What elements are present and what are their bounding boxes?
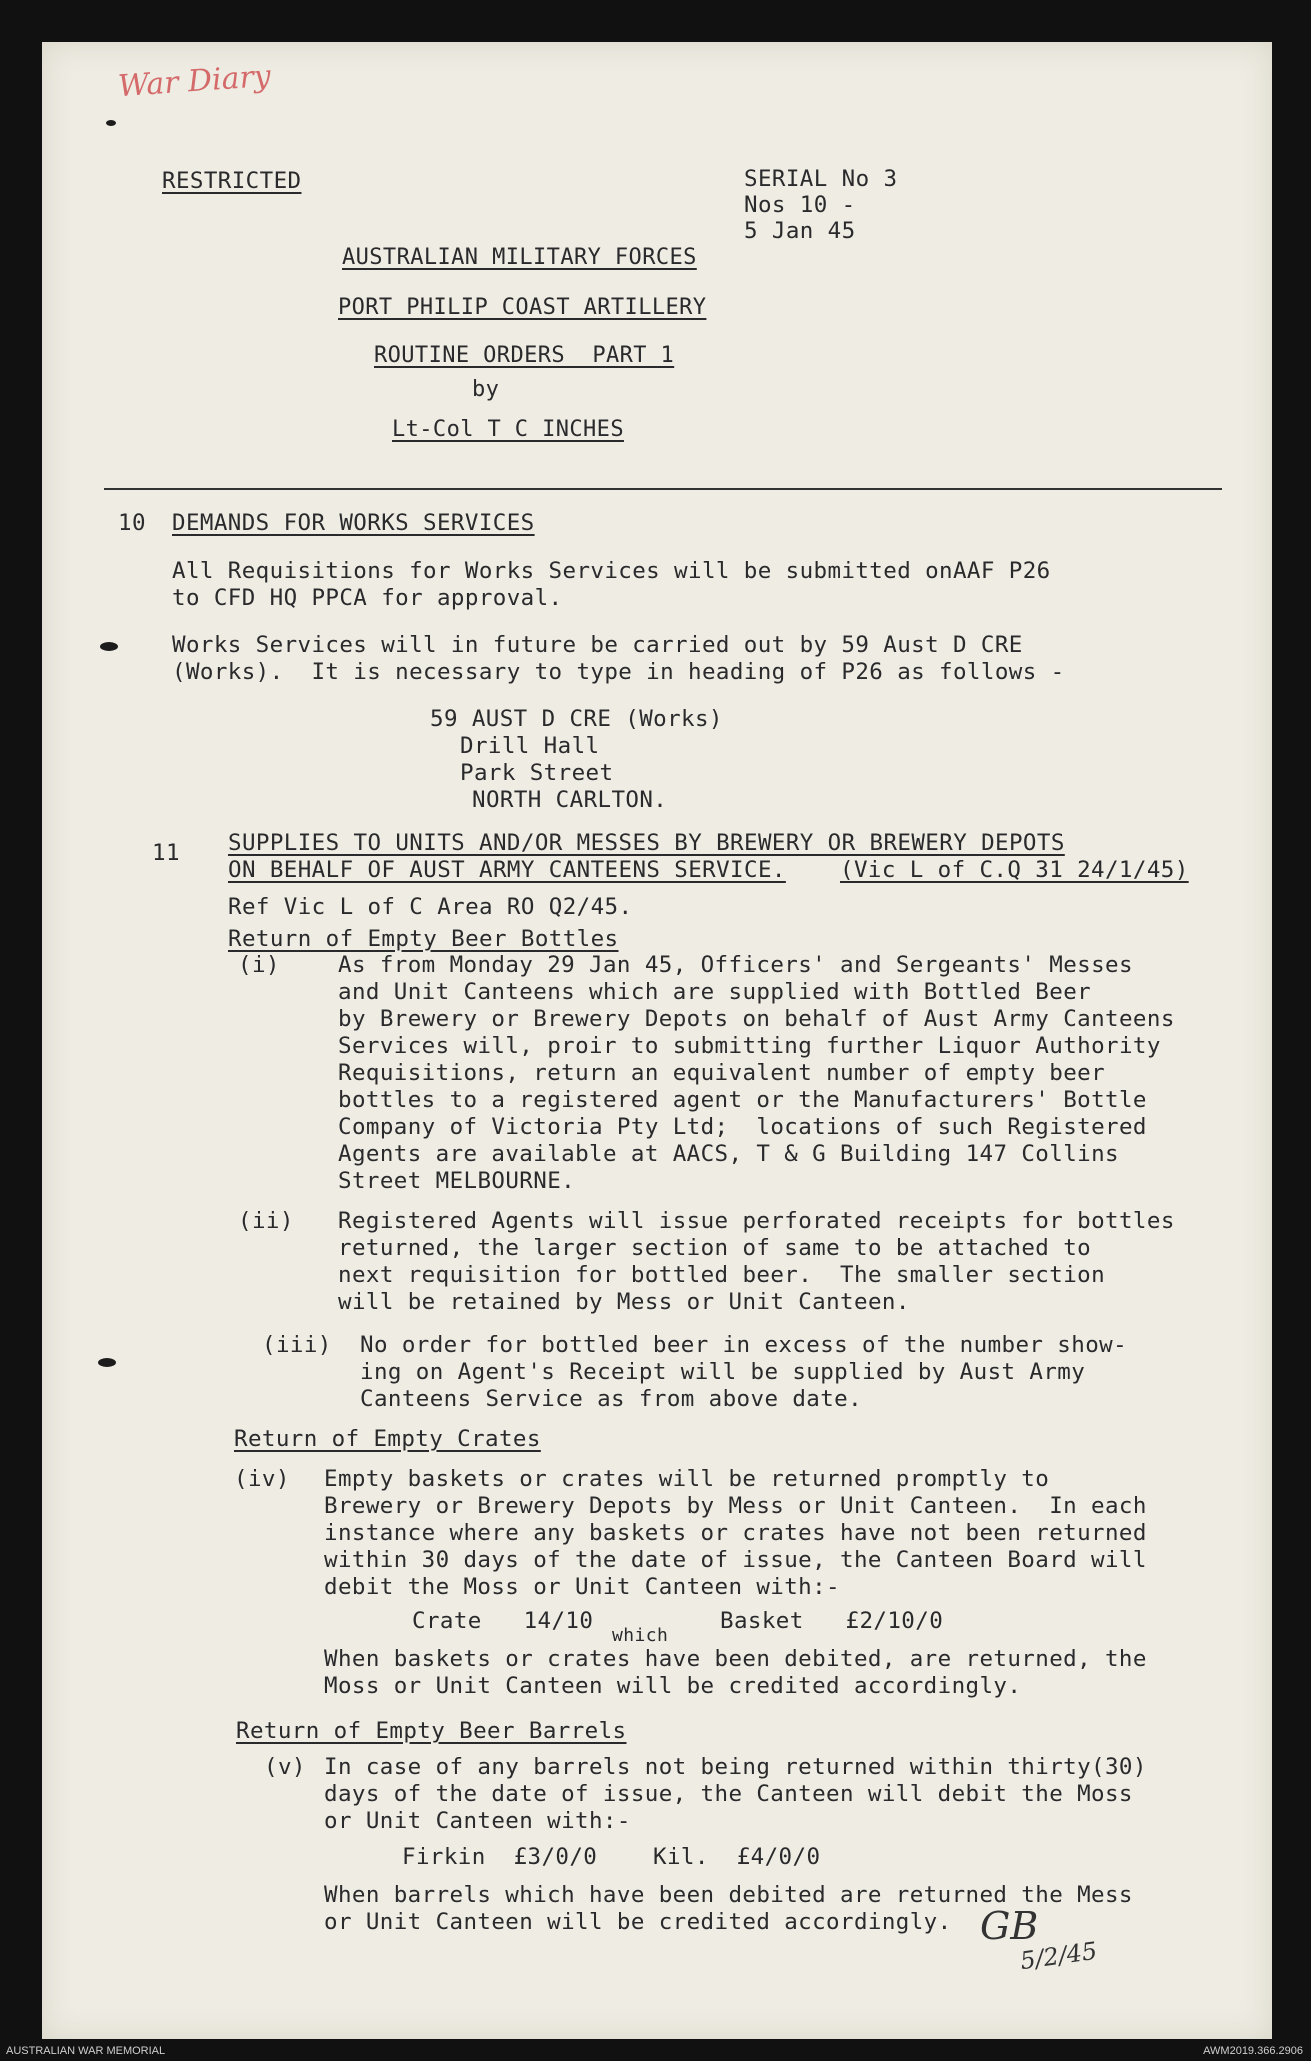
footer-accession-number: AWM2019.366.2906 bbox=[1203, 2045, 1303, 2057]
para-i-line-9: Street MELBOURNE. bbox=[338, 1168, 576, 1194]
signature-date: 5/2/45 bbox=[1018, 1936, 1099, 1976]
para-iv-line-5: debit the Moss or Unit Canteen with:- bbox=[324, 1574, 841, 1600]
item-10-para-1-line-2: to CFD HQ PPCA for approval. bbox=[172, 585, 563, 611]
para-ii-label: (ii) bbox=[238, 1208, 294, 1234]
para-i-line-8: Agents are available at AACS, T & G Building 147 Collins bbox=[338, 1141, 1119, 1167]
para-iii-line-2: ing on Agent's Receipt will be supplied by Aust Army bbox=[360, 1359, 1086, 1385]
para-v-after-line-2: or Unit Canteen will be credited accordingly. bbox=[324, 1909, 952, 1935]
para-iii-line-1: No order for bottled beer in excess of the number show- bbox=[360, 1332, 1128, 1358]
crate-charge: Crate 14/10 bbox=[412, 1608, 594, 1634]
punch-hole bbox=[100, 642, 118, 651]
para-v-line-3: or Unit Canteen with:- bbox=[324, 1808, 631, 1834]
para-i-line-2: and Unit Canteens which are supplied with Bottled Beer bbox=[338, 979, 1092, 1005]
document-page bbox=[42, 42, 1272, 2039]
para-ii-line-4: will be retained by Mess or Unit Canteen. bbox=[338, 1289, 910, 1315]
para-i-label: (i) bbox=[238, 952, 280, 978]
barrel-charges: Firkin £3/0/0 Kil. £4/0/0 bbox=[402, 1844, 821, 1870]
para-i-line-4: Services will, proir to submitting further Liquor Authority bbox=[338, 1033, 1161, 1059]
para-v-line-2: days of the date of issue, the Canteen will debit the Moss bbox=[324, 1781, 1133, 1807]
item-10-number: 10 bbox=[118, 510, 146, 536]
subheading-beer-bottles: Return of Empty Beer Bottles bbox=[228, 926, 619, 952]
para-ii-line-3: next requisition for bottled beer. The smaller section bbox=[338, 1262, 1106, 1288]
para-i-line-6: bottles to a registered agent or the Manufacturers' Bottle bbox=[338, 1087, 1147, 1113]
para-iv-line-3: instance where any baskets or crates have not been returned bbox=[324, 1520, 1147, 1546]
para-iv-label: (iv) bbox=[234, 1466, 290, 1492]
item-10-para-1-line-1: All Requisitions for Works Services will be submitted onAAF P26 bbox=[172, 558, 1051, 584]
serial-date: 5 Jan 45 bbox=[744, 218, 856, 244]
serial-number: SERIAL No 3 bbox=[744, 166, 898, 192]
para-i-line-5: Requisitions, return an equivalent number of empty beer bbox=[338, 1060, 1106, 1086]
para-iv-line-2: Brewery or Brewery Depots by Mess or Unit Canteen. In each bbox=[324, 1493, 1147, 1519]
para-iv-line-1: Empty baskets or crates will be returned promptly to bbox=[324, 1466, 1050, 1492]
footer-institution: AUSTRALIAN WAR MEMORIAL bbox=[6, 2045, 166, 2057]
para-v-after-line-1: When barrels which have been debited are returned the Mess bbox=[324, 1882, 1133, 1908]
item-11-ref: Ref Vic L of C Area RO Q2/45. bbox=[228, 894, 633, 920]
para-i-line-3: by Brewery or Brewery Depots on behalf of Aust Army Canteens bbox=[338, 1006, 1175, 1032]
item-11-number: 11 bbox=[152, 840, 180, 866]
para-i-line-7: Company of Victoria Pty Ltd; locations of such Registered bbox=[338, 1114, 1147, 1140]
para-ii-line-2: returned, the larger section of same to be attached to bbox=[338, 1235, 1092, 1261]
address-line-2: Drill Hall bbox=[460, 733, 600, 759]
address-line-1: 59 AUST D CRE (Works) bbox=[430, 706, 723, 732]
item-11-reference-order: (Vic L of C.Q 31 24/1/45) bbox=[840, 857, 1189, 883]
classification-label: RESTRICTED bbox=[162, 168, 302, 194]
header-line-4: by bbox=[472, 377, 500, 402]
item-10-para-2-line-1: Works Services will in future be carried out by 59 Aust D CRE bbox=[172, 632, 1023, 658]
para-v-label: (v) bbox=[264, 1754, 306, 1780]
subheading-crates: Return of Empty Crates bbox=[234, 1426, 541, 1452]
header-line-5: Lt-Col T C INCHES bbox=[392, 417, 624, 442]
item-10-title: DEMANDS FOR WORKS SERVICES bbox=[172, 510, 535, 536]
para-iv-after-line-1: When baskets or crates have been debited, are returned, the bbox=[324, 1646, 1147, 1672]
para-iii-label: (iii) bbox=[262, 1332, 332, 1358]
para-iv-line-4: within 30 days of the date of issue, the Canteen Board will bbox=[324, 1547, 1147, 1573]
punch-hole-top bbox=[106, 120, 116, 126]
header-line-1: AUSTRALIAN MILITARY FORCES bbox=[342, 245, 697, 270]
para-v-line-1: In case of any barrels not being returned within thirty(30) bbox=[324, 1754, 1147, 1780]
header-line-3: ROUTINE ORDERS PART 1 bbox=[374, 343, 675, 368]
header-rule bbox=[104, 488, 1222, 490]
subheading-barrels: Return of Empty Beer Barrels bbox=[236, 1718, 627, 1744]
basket-charge: Basket £2/10/0 bbox=[720, 1608, 944, 1634]
punch-hole bbox=[98, 1358, 116, 1367]
para-iv-after-line-2: Moss or Unit Canteen will be credited accordingly. bbox=[324, 1673, 1022, 1699]
item-11-title-line-1: SUPPLIES TO UNITS AND/OR MESSES BY BREWERY OR BREWERY DEPOTS bbox=[228, 830, 1065, 856]
address-line-4: NORTH CARLTON. bbox=[472, 787, 668, 813]
para-i-line-1: As from Monday 29 Jan 45, Officers' and Sergeants' Messes bbox=[338, 952, 1133, 978]
war-diary-annotation: War Diary bbox=[116, 58, 272, 105]
item-11-title-line-2: ON BEHALF OF AUST ARMY CANTEENS SERVICE. bbox=[228, 857, 786, 883]
serial-nos: Nos 10 - bbox=[744, 192, 856, 218]
signature-initials: GB bbox=[980, 1904, 1039, 1948]
item-10-para-2-line-2: (Works). It is necessary to type in heading of P26 as follows - bbox=[172, 659, 1065, 685]
header-line-2: PORT PHILIP COAST ARTILLERY bbox=[338, 295, 707, 320]
para-ii-line-1: Registered Agents will issue perforated receipts for bottles bbox=[338, 1208, 1175, 1234]
which-insertion: which bbox=[612, 1625, 669, 1646]
address-line-3: Park Street bbox=[460, 760, 614, 786]
para-iii-line-3: Canteens Service as from above date. bbox=[360, 1386, 863, 1412]
